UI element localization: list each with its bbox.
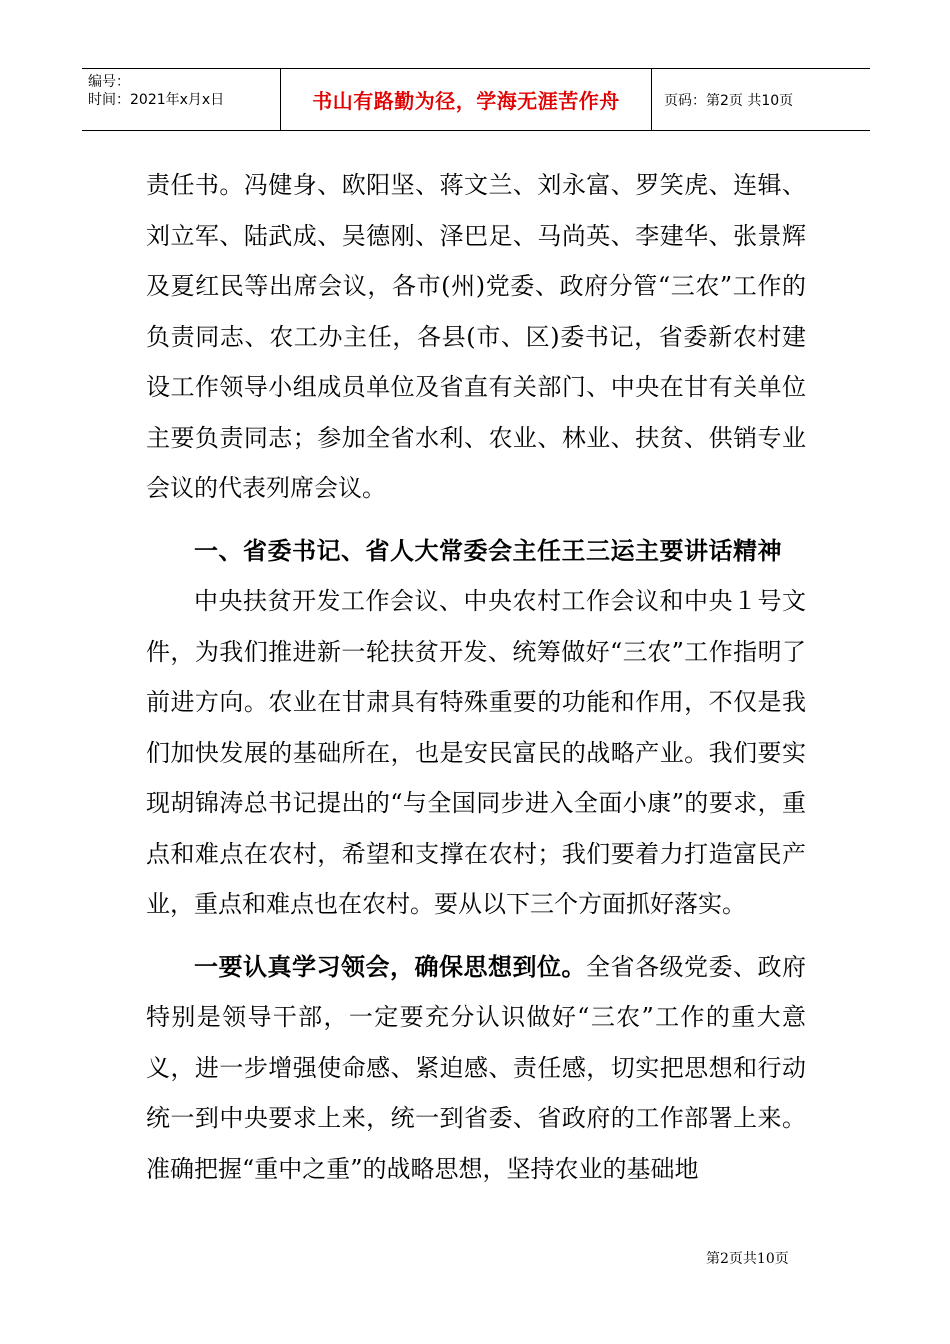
body-paragraph: 中央扶贫开发工作会议、中央农村工作会议和中央１号文件，为我们推进新一轮扶贫开发、统筹做好“三农”工作指明了前进方向。农业在甘肃具有特殊重要的功能和作用，不仅是我们加快发展的基础所在，也是安民富民的战略产业。我们要实现胡锦涛总书记提出的“与全国同步进入全面小康”的要求，重点和难点在农村，希望和支撑在农村；我们要着力打造富民产业，重点和难点也在农村。要从以下三个方面抓好落实。	[146, 587, 806, 918]
header-motto: 书山有路勤为径，学海无涯苦作舟	[281, 69, 652, 130]
document-date: 时间：2021年x月x日	[88, 92, 225, 108]
page-header	[82, 68, 870, 131]
header-page-info: 页码：第2页 共10页	[664, 92, 794, 109]
document-number-label: 编号：	[88, 74, 130, 90]
paragraph-text: 全省各级党委、政府特别是领导干部，一定要充分认识做好“三农”工作的重大意义，进一步增强使命感、紧迫感、责任感，切实把思想和行动统一到中央要求上来，统一到省委、省政府的工作部署上来。准确把握“重中之重”的战略思想，坚持农业的基础地	[146, 952, 806, 1183]
page-footer: 第2页共10页	[706, 1251, 789, 1267]
header-meta	[82, 69, 281, 130]
body-paragraph	[146, 942, 806, 1195]
paragraph-lead: 一要认真学习领会，确保思想到位。	[194, 952, 586, 981]
body-paragraph: 责任书。冯健身、欧阳坚、蒋文兰、刘永富、罗笑虎、连辑、刘立军、陆武成、吴德刚、泽巴足、马尚英、李建华、张景辉及夏红民等出席会议，各市(州)党委、政府分管“三农”工作的负责同志、农工办主任，各县(市、区)委书记，省委新农村建设工作领导小组成员单位及省直有关部门、中央在甘有关单位主要负责同志；参加全省水利、农业、林业、扶贫、供销专业会议的代表列席会议。	[146, 171, 806, 502]
document-body	[146, 160, 806, 1194]
section-heading: 一、省委书记、省人大常委会主任王三运主要讲话精神	[194, 536, 782, 565]
